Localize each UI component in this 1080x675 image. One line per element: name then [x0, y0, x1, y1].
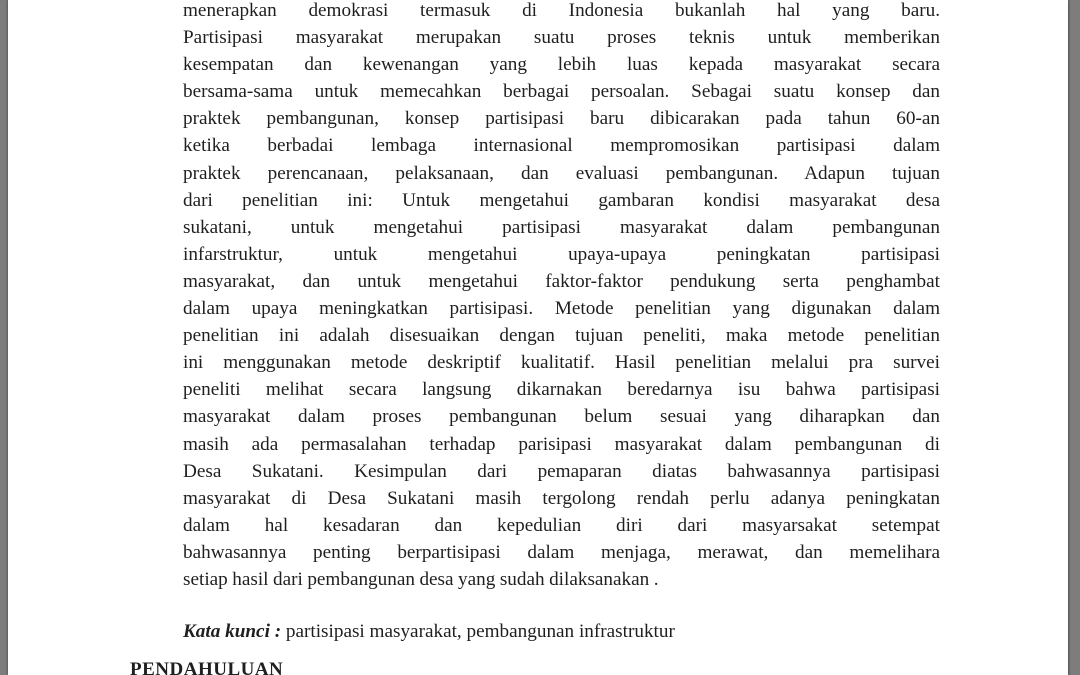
- keywords-line: [183, 618, 675, 645]
- abstract-line: masyarakat di Desa Sukatani masih tergolong rendah perlu adanya peningkatan: [183, 487, 940, 509]
- section-heading: PENDAHULUAN: [130, 659, 284, 675]
- keywords-label: Kata kunci :: [183, 621, 282, 642]
- abstract-line: menerapkan demokrasi termasuk di Indonesia bukanlah hal yang baru.: [183, 0, 940, 21]
- abstract-line: ini menggunakan metode deskriptif kualitatif. Hasil penelitian melalui pra survei: [183, 352, 940, 374]
- abstract-line: Desa Sukatani. Kesimpulan dari pemaparan diatas bahwasannya partisipasi: [183, 460, 940, 482]
- abstract-line: praktek pembangunan, konsep partisipasi baru dibicarakan pada tahun 60-an: [183, 108, 940, 130]
- abstract-line: masyarakat dalam proses pembangunan belum sesuai yang diharapkan dan: [183, 406, 940, 428]
- abstract-line: bahwasannya penting berpartisipasi dalam menjaga, merawat, dan memelihara: [183, 541, 940, 563]
- abstract-line: peneliti melihat secara langsung dikarnakan beredarnya isu bahwa partisipasi: [183, 379, 940, 401]
- abstract-line: setiap hasil dari pembangunan desa yang sudah dilaksanakan .: [183, 568, 659, 590]
- document-page: [8, 0, 1068, 675]
- abstract-line: dalam hal kesadaran dan kepedulian diri dari masyarsakat setempat: [183, 514, 940, 536]
- abstract-line: kesempatan dan kewenangan yang lebih luas kepada masyarakat secara: [183, 54, 940, 76]
- abstract-line: dalam upaya meningkatkan partisipasi. Metode penelitian yang digunakan dalam: [183, 298, 940, 320]
- abstract-line: praktek perencanaan, pelaksanaan, dan evaluasi pembangunan. Adapun tujuan: [183, 162, 940, 184]
- abstract-line: penelitian ini adalah disesuaikan dengan tujuan peneliti, maka metode penelitian: [183, 325, 940, 347]
- abstract-line: masih ada permasalahan terhadap parisipasi masyarakat dalam pembangunan di: [183, 433, 940, 455]
- abstract-paragraph: [183, 0, 940, 593]
- abstract-line: sukatani, untuk mengetahui partisipasi masyarakat dalam pembangunan: [183, 216, 940, 238]
- keywords-text: partisipasi masyarakat, pembangunan infrastruktur: [281, 621, 675, 642]
- abstract-line: infarstruktur, untuk mengetahui upaya-upaya peningkatan partisipasi: [183, 243, 940, 265]
- abstract-line: ketika berbadai lembaga internasional mempromosikan partisipasi dalam: [183, 135, 940, 157]
- abstract-line: masyarakat, dan untuk mengetahui faktor-faktor pendukung serta penghambat: [183, 270, 940, 292]
- abstract-line: Partisipasi masyarakat merupakan suatu proses teknis untuk memberikan: [183, 27, 940, 49]
- abstract-line: bersama-sama untuk memecahkan berbagai persoalan. Sebagai suatu konsep dan: [183, 81, 940, 103]
- abstract-line: dari penelitian ini: Untuk mengetahui gambaran kondisi masyarakat desa: [183, 189, 940, 211]
